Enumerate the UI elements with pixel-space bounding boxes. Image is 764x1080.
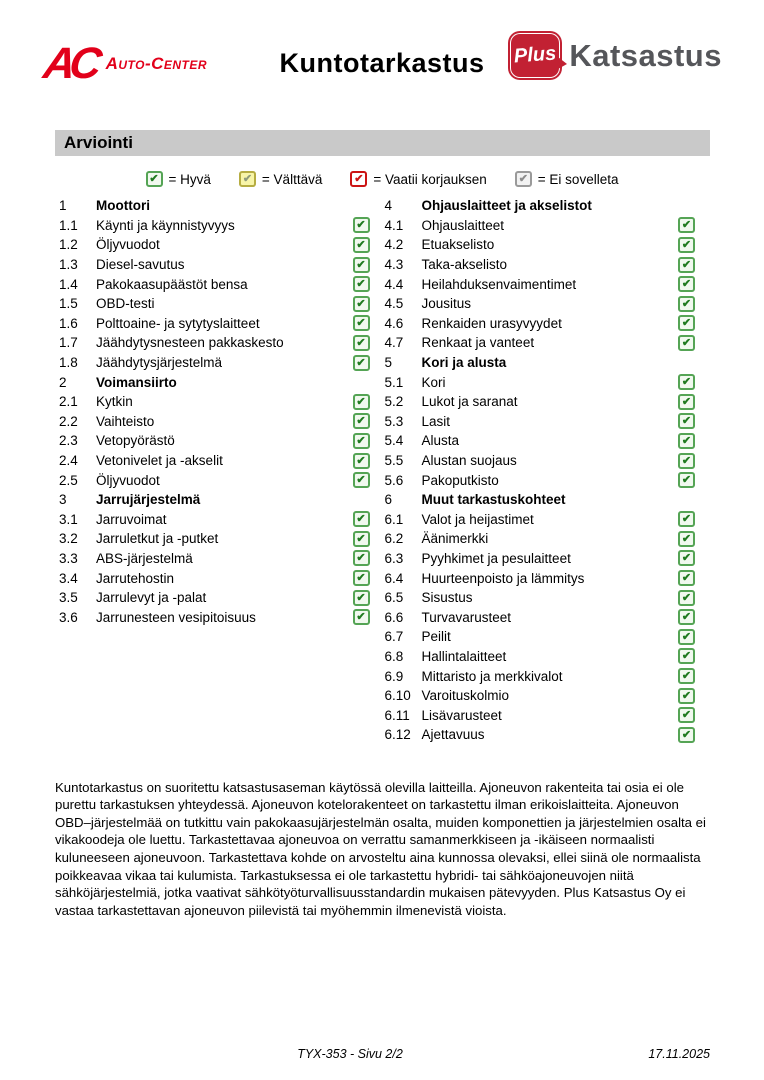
row-label: Ohjauslaitteet ja akselistot (421, 198, 592, 214)
status-checkbox-bad: ✔ (350, 171, 367, 187)
row-number: 5.6 (384, 472, 404, 488)
checklist-row (59, 235, 370, 255)
row-number: 5.3 (384, 413, 404, 429)
checklist-row (385, 392, 696, 412)
row-label: Kytkin (96, 394, 133, 410)
plus-bubble-icon (510, 33, 560, 78)
checklist-row (385, 470, 696, 490)
legend-item-bad (350, 171, 486, 187)
row-label: Etuakselisto (421, 237, 495, 253)
legend-item-fair (239, 171, 322, 187)
row-label: Pakoputkisto (421, 472, 499, 488)
row-label: OBD-testi (96, 296, 155, 312)
checklist-row (385, 607, 696, 627)
status-checkbox-good: ✔ (353, 296, 370, 312)
row-label: Diesel-savutus (96, 257, 185, 273)
row-number: 3 (59, 492, 67, 508)
status-checkbox-good: ✔ (353, 531, 370, 547)
status-checkbox-good: ✔ (678, 413, 695, 429)
row-label: Lukot ja saranat (421, 394, 518, 410)
legend-label: = Hyvä (168, 171, 211, 187)
row-number: 1.6 (59, 315, 78, 331)
status-checkbox-good: ✔ (353, 433, 370, 449)
auto-center-wordmark: Auto-Center (105, 54, 208, 73)
checklist-section-row (385, 353, 696, 373)
status-checkbox-good: ✔ (353, 453, 370, 469)
row-label: Vetopyörästö (96, 433, 175, 449)
status-checkbox-good: ✔ (146, 171, 163, 187)
row-number: 5.4 (384, 433, 404, 449)
row-label: Vetonivelet ja -akselit (96, 453, 223, 469)
row-label: Kori ja alusta (421, 355, 507, 371)
status-checkbox-good: ✔ (678, 276, 695, 292)
status-checkbox-good: ✔ (678, 590, 695, 606)
checklist-section-row (59, 490, 370, 510)
checklist-section-row (385, 196, 696, 216)
checklist-row (385, 549, 696, 569)
status-checkbox-good: ✔ (353, 315, 370, 331)
checklist-row (385, 686, 696, 706)
status-checkbox-good: ✔ (353, 590, 370, 606)
checklist-row (59, 274, 370, 294)
row-label: Lasit (421, 413, 451, 429)
row-label: Käynti ja käynnistyvyys (96, 217, 235, 233)
status-checkbox-good: ✔ (678, 648, 695, 664)
status-checkbox-good: ✔ (678, 237, 695, 253)
plus-katsastus-logo (510, 33, 722, 78)
checklist-row (385, 235, 696, 255)
checklist-section-row (385, 490, 696, 510)
disclaimer-text: Kuntotarkastus on suoritettu katsastusaseman käytössä olevilla laitteilla. Ajoneuvon rakenteita tai osia ei ole purettu tarkastuksen yhteydessä. Ajoneuvon kotelorakenteet on tarkastettu ilman erikoislaitteita. Ajoneuvon OBD–järjestelmää on tutkittu vain pakokaasujärjestelmän osalta, muiden komponettien ja järjestelmien osalta ei vikakoodeja ole luettu. Tarkastettavaa ajoneuvoa on verrattu samanmerkkiseen ja -ikäiseen normaalisti kuluneeseen ajoneuvoon. Tarkastettava kohde on arvosteltu aina kunnossa olevaksi, ellei siinä ole normaalista poikkeavaa vikaa tai kulumista. Tarkastuksessa ei ole tarkastettu hybridi- tai sähköajoneuvojen niitä sähköjärjestelmiä, jotka vaativat sähkötyöturvallisuusstandardin mukaisen pätevyyden. Plus Katsastus Oy ei vastaa tarkastettavan ajoneuvon piilevistä tai myöhemmin ilmenevistä vioista. (55, 779, 706, 918)
row-label: Lisävarusteet (421, 707, 502, 723)
katsastus-wordmark: Katsastus (569, 37, 722, 73)
checklist-row (59, 470, 370, 490)
row-label: ABS-järjestelmä (96, 550, 193, 566)
checklist-row (385, 372, 696, 392)
row-label: Jäähdytysjärjestelmä (96, 355, 223, 371)
status-checkbox-good: ✔ (678, 257, 695, 273)
status-checkbox-good: ✔ (678, 296, 695, 312)
row-number: 6.2 (384, 531, 404, 547)
row-number: 3.4 (59, 570, 78, 586)
row-number: 4 (384, 198, 393, 214)
status-checkbox-good: ✔ (678, 550, 695, 566)
status-checkbox-na: ✔ (515, 171, 532, 187)
row-number: 6.10 (384, 688, 411, 704)
legend-label: = Ei sovelleta (537, 171, 619, 187)
status-checkbox-good: ✔ (353, 609, 370, 625)
checklist-row (59, 353, 370, 373)
checklist-row (385, 627, 696, 647)
row-label: Peilit (421, 629, 451, 645)
row-number: 2.4 (59, 453, 78, 469)
row-number: 4.7 (384, 335, 404, 351)
checklist-column-right (385, 196, 696, 745)
row-number: 6.9 (384, 668, 404, 684)
row-label: Jarruletkut ja -putket (96, 531, 219, 547)
row-number: 1.8 (59, 355, 78, 371)
row-label: Ajettavuus (421, 727, 485, 743)
row-label: Valot ja heijastimet (421, 511, 534, 527)
status-checkbox-good: ✔ (678, 453, 695, 469)
row-label: Öljyvuodot (96, 472, 160, 488)
row-number: 3.6 (59, 609, 78, 625)
row-number: 6.12 (384, 727, 411, 743)
row-number: 1.5 (59, 296, 78, 312)
row-label: Pakokaasupäästöt bensa (96, 276, 248, 292)
row-label: Muut tarkastuskohteet (421, 492, 566, 508)
row-number: 6.3 (384, 550, 404, 566)
status-checkbox-good: ✔ (353, 257, 370, 273)
footer-page-info: TYX-353 - Sivu 2/2 (297, 1047, 403, 1061)
status-checkbox-good: ✔ (353, 550, 370, 566)
row-label: Öljyvuodot (96, 237, 160, 253)
checklist-row (385, 529, 696, 549)
status-checkbox-good: ✔ (353, 472, 370, 488)
checklist-row (385, 725, 696, 745)
status-checkbox-fair: ✔ (239, 171, 256, 187)
status-checkbox-good: ✔ (678, 511, 695, 527)
checklist (59, 196, 695, 745)
row-label: Alusta (421, 433, 460, 449)
row-number: 1.7 (59, 335, 78, 351)
checklist-row (59, 549, 370, 569)
row-label: Jarrujärjestelmä (96, 492, 201, 508)
row-label: Äänimerkki (421, 531, 489, 547)
status-checkbox-good: ✔ (678, 433, 695, 449)
row-number: 6.7 (384, 629, 404, 645)
row-label: Jarrutehostin (96, 570, 175, 586)
checklist-row (59, 333, 370, 353)
status-checkbox-good: ✔ (678, 531, 695, 547)
row-label: Jäähdytysnesteen pakkaskesto (96, 335, 284, 351)
status-checkbox-good: ✔ (678, 394, 695, 410)
checklist-row (385, 294, 696, 314)
row-label: Moottori (96, 198, 150, 214)
checklist-row (385, 216, 696, 236)
status-checkbox-good: ✔ (678, 335, 695, 351)
status-checkbox-good: ✔ (678, 374, 695, 390)
checklist-row (385, 274, 696, 294)
status-checkbox-good: ✔ (678, 472, 695, 488)
checklist-row (59, 431, 370, 451)
row-number: 6.11 (384, 707, 410, 723)
row-number: 3.5 (59, 590, 78, 606)
status-checkbox-good: ✔ (678, 217, 695, 233)
checklist-row (385, 255, 696, 275)
checklist-row (59, 568, 370, 588)
row-label: Jarruvoimat (96, 511, 167, 527)
row-label: Polttoaine- ja sytytyslaitteet (96, 315, 260, 331)
checklist-row (385, 666, 696, 686)
section-title-bar (55, 130, 710, 156)
row-number: 1.1 (59, 217, 78, 233)
row-number: 6.1 (384, 511, 404, 527)
checklist-row (59, 412, 370, 432)
row-label: Voimansiirto (96, 374, 177, 390)
checklist-row (385, 588, 696, 608)
status-checkbox-good: ✔ (678, 570, 695, 586)
page-title: Kuntotarkastus (279, 48, 485, 78)
checklist-row (59, 216, 370, 236)
row-number: 6.8 (384, 648, 404, 664)
row-label: Ohjauslaitteet (421, 217, 505, 233)
row-number: 2.3 (59, 433, 78, 449)
header (0, 0, 764, 96)
section-title: Arviointi (64, 133, 133, 152)
row-label: Alustan suojaus (421, 453, 517, 469)
checklist-section-row (59, 372, 370, 392)
row-number: 2 (59, 374, 67, 390)
checklist-row (59, 392, 370, 412)
status-checkbox-good: ✔ (353, 355, 370, 371)
row-number: 5 (384, 355, 393, 371)
row-label: Heilahduksenvaimentimet (421, 276, 577, 292)
status-checkbox-good: ✔ (353, 276, 370, 292)
status-checkbox-good: ✔ (678, 688, 695, 704)
legend-item-good (146, 171, 211, 187)
checklist-row (385, 568, 696, 588)
status-checkbox-good: ✔ (678, 727, 695, 743)
row-number: 4.1 (384, 217, 404, 233)
row-number: 4.5 (384, 296, 404, 312)
row-number: 6.6 (384, 609, 404, 625)
row-label: Mittaristo ja merkkivalot (421, 668, 563, 684)
row-label: Varoituskolmio (421, 688, 510, 704)
row-number: 4.3 (384, 257, 404, 273)
row-number: 4.6 (384, 315, 404, 331)
row-label: Taka-akselisto (421, 257, 508, 273)
row-number: 5.1 (384, 374, 404, 390)
row-label: Renkaat ja vanteet (421, 335, 535, 351)
row-label: Turvavarusteet (421, 609, 512, 625)
row-label: Kori (421, 374, 446, 390)
status-checkbox-good: ✔ (353, 511, 370, 527)
checklist-section-row (59, 196, 370, 216)
row-number: 3.3 (59, 550, 78, 566)
status-checkbox-good: ✔ (678, 609, 695, 625)
footer (0, 1047, 764, 1061)
row-label: Jousitus (421, 296, 472, 312)
row-number: 5.5 (384, 453, 404, 469)
checklist-row (59, 314, 370, 334)
row-number: 5.2 (384, 394, 404, 410)
checklist-row (385, 314, 696, 334)
checklist-row (385, 412, 696, 432)
checklist-row (59, 529, 370, 549)
row-number: 3.2 (59, 531, 78, 547)
checklist-row (59, 607, 370, 627)
legend (0, 171, 764, 187)
row-number: 1.3 (59, 257, 78, 273)
status-checkbox-good: ✔ (353, 335, 370, 351)
status-checkbox-good: ✔ (353, 394, 370, 410)
plus-bubble-label: Plus (513, 42, 558, 68)
row-number: 6.5 (384, 590, 404, 606)
row-label: Huurteenpoisto ja lämmitys (421, 570, 585, 586)
status-checkbox-good: ✔ (353, 413, 370, 429)
checklist-column-left (59, 196, 370, 745)
row-number: 4.2 (384, 237, 404, 253)
checklist-row (385, 333, 696, 353)
row-number: 1 (59, 198, 67, 214)
row-number: 2.5 (59, 472, 78, 488)
legend-item-na (515, 171, 619, 187)
row-label: Vaihteisto (96, 413, 155, 429)
footer-date: 17.11.2025 (648, 1047, 710, 1061)
row-label: Pyyhkimet ja pesulaitteet (421, 550, 571, 566)
status-checkbox-good: ✔ (353, 570, 370, 586)
row-number: 1.4 (59, 276, 78, 292)
checklist-row (385, 431, 696, 451)
checklist-row (59, 510, 370, 530)
status-checkbox-good: ✔ (678, 707, 695, 723)
row-label: Jarrunesteen vesipitoisuus (96, 609, 256, 625)
status-checkbox-good: ✔ (353, 237, 370, 253)
legend-label: = Vaatii korjauksen (373, 171, 487, 187)
row-number: 6.4 (384, 570, 404, 586)
row-number: 2.1 (59, 394, 78, 410)
status-checkbox-good: ✔ (353, 217, 370, 233)
checklist-row (59, 588, 370, 608)
row-label: Sisustus (421, 590, 473, 606)
row-label: Hallintalaitteet (421, 648, 507, 664)
legend-label: = Välttävä (261, 171, 323, 187)
row-label: Jarrulevyt ja -palat (96, 590, 207, 606)
row-number: 1.2 (59, 237, 78, 253)
status-checkbox-good: ✔ (678, 629, 695, 645)
checklist-row (385, 705, 696, 725)
row-number: 6 (384, 492, 393, 508)
checklist-row (59, 255, 370, 275)
checklist-row (385, 451, 696, 471)
row-number: 2.2 (59, 413, 78, 429)
row-number: 4.4 (384, 276, 404, 292)
row-label: Renkaiden urasyvyydet (421, 315, 562, 331)
status-checkbox-good: ✔ (678, 668, 695, 684)
checklist-row (59, 451, 370, 471)
checklist-row (385, 647, 696, 667)
ac-monogram-icon: AC (40, 39, 100, 88)
checklist-row (385, 510, 696, 530)
status-checkbox-good: ✔ (678, 315, 695, 331)
checklist-row (59, 294, 370, 314)
row-number: 3.1 (59, 511, 78, 527)
